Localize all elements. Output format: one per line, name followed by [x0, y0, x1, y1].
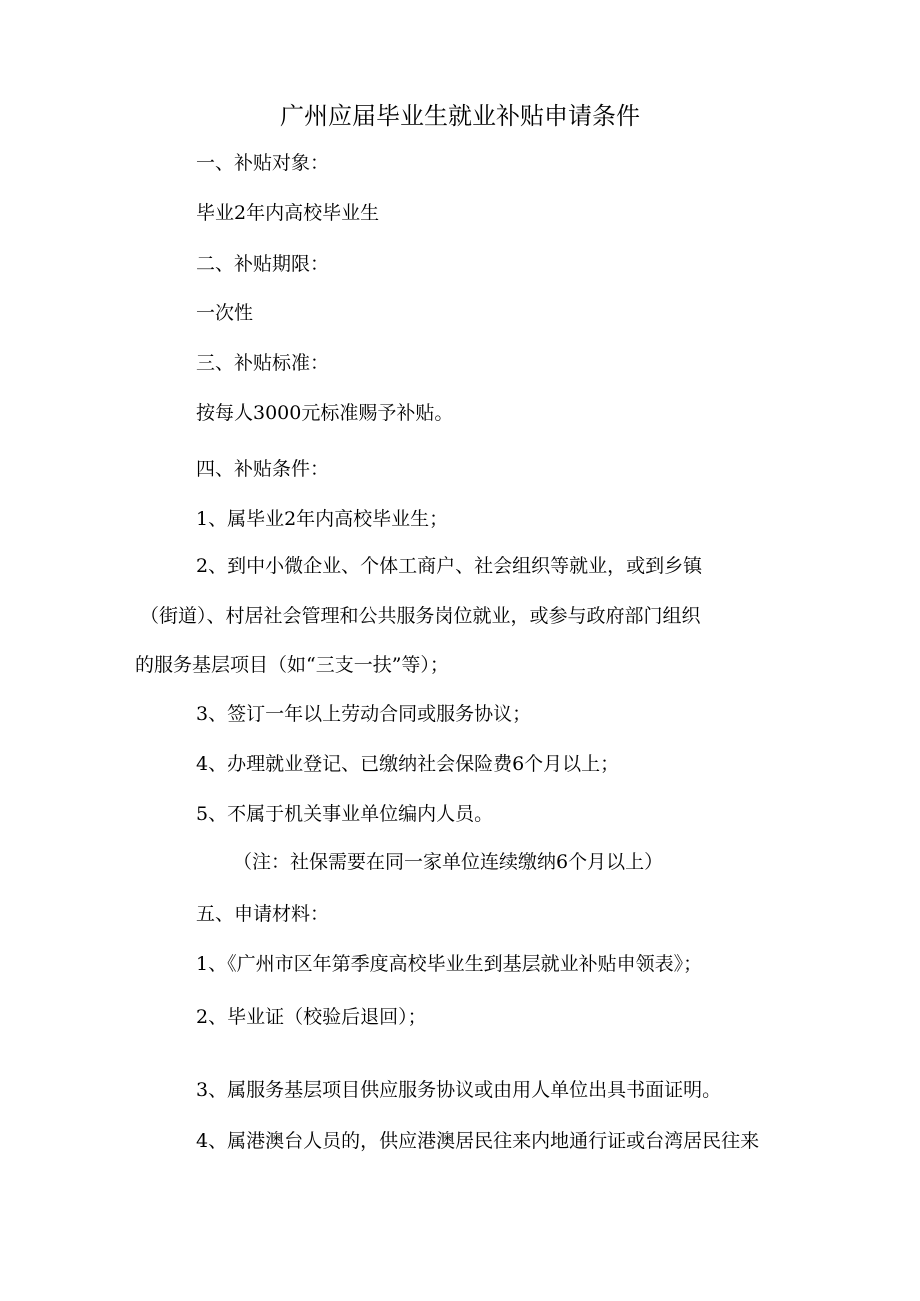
list-item-material-2: 2、毕业证（校验后退回）； [196, 1006, 427, 1028]
list-item-material-1: 1、《广州市区年第季度高校毕业生到基层就业补贴申领表》； [196, 953, 703, 975]
note-social-insurance: （注：社保需要在同一家单位连续缴纳6个月以上） [233, 851, 664, 873]
list-item-condition-4: 4、办理就业登记、已缴纳社会保险费6个月以上； [196, 753, 620, 775]
list-item-material-3: 3、属服务基层项目供应服务协议或由用人单位出具书面证明。 [196, 1079, 722, 1101]
section-heading-subsidy-conditions: 四、补贴条件： [196, 458, 330, 480]
list-item-condition-2: 2、到中小微企业、个体工商户、社会组织等就业，或到乡镇 [196, 555, 703, 577]
list-item-condition-2-continued: （街道）、村居社会管理和公共服务岗位就业，或参与政府部门组织 [140, 605, 701, 627]
paragraph-subsidy-period: 一次性 [196, 302, 254, 324]
section-heading-subsidy-target: 一、补贴对象： [196, 152, 330, 174]
section-heading-subsidy-standard: 三、补贴标准： [196, 352, 330, 374]
list-item-condition-3: 3、签订一年以上劳动合同或服务协议； [196, 703, 532, 725]
section-heading-application-materials: 五、申请材料： [196, 903, 330, 925]
list-item-condition-5: 5、不属于机关事业单位编内人员。 [196, 803, 494, 825]
list-item-condition-1: 1、属毕业2年内高校毕业生； [196, 508, 449, 530]
document-title: 广州应届毕业生就业补贴申请条件 [280, 102, 640, 130]
list-item-condition-2-end: 的服务基层项目（如“三支一扶”等）； [135, 654, 449, 676]
paragraph-subsidy-standard: 按每人3000元标准赐予补贴。 [196, 402, 454, 424]
paragraph-subsidy-target: 毕业2年内高校毕业生 [196, 202, 380, 224]
list-item-material-4: 4、属港澳台人员的，供应港澳居民往来内地通行证或台湾居民往来 [196, 1130, 760, 1152]
section-heading-subsidy-period: 二、补贴期限： [196, 253, 330, 275]
